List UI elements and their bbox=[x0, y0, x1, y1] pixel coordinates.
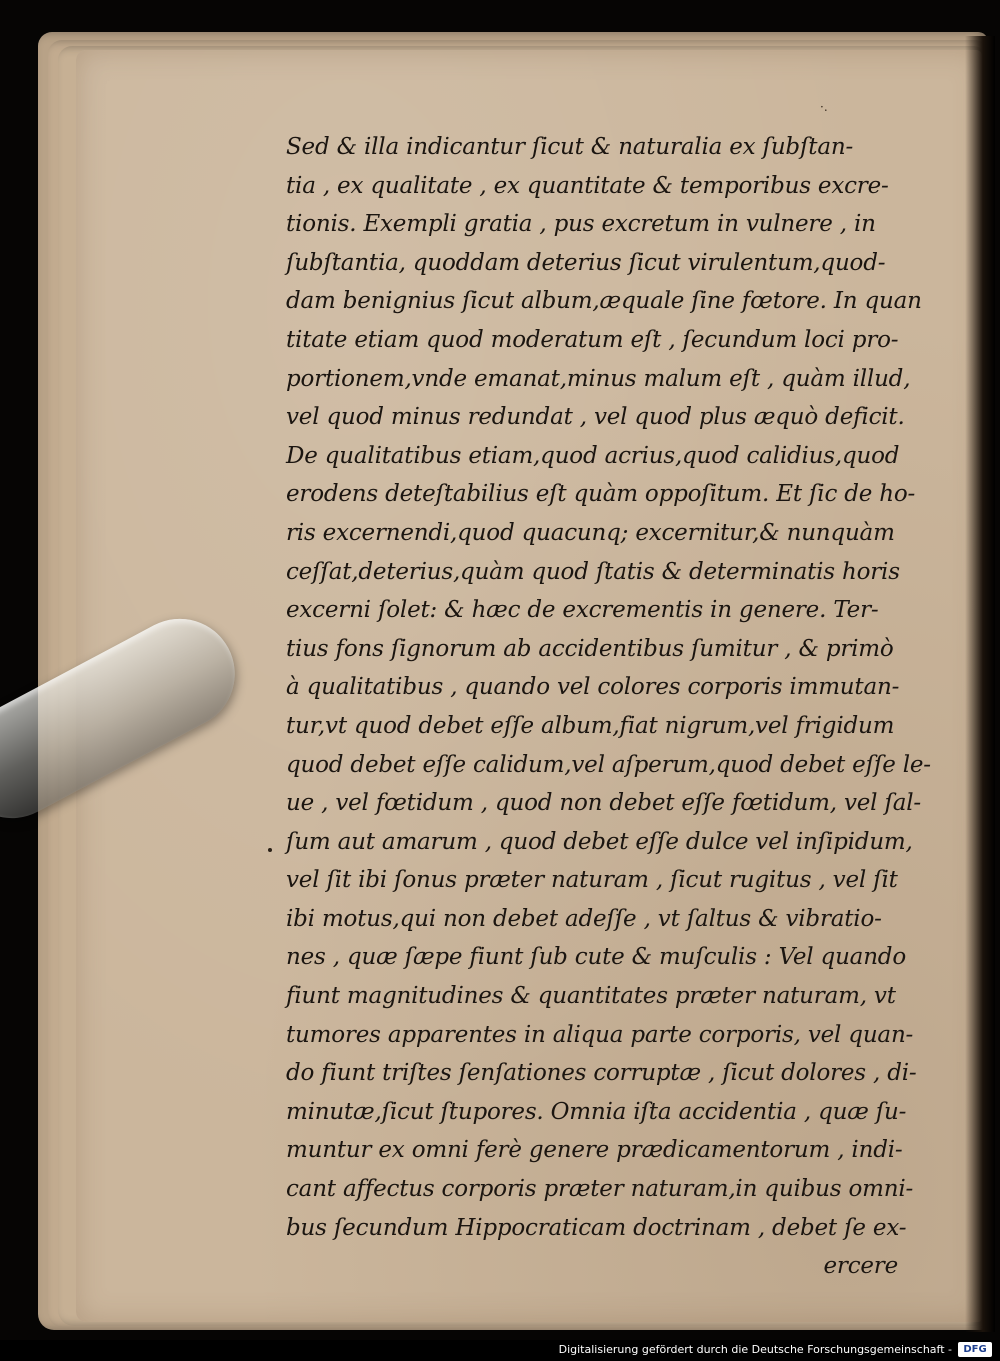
text-line: fiunt magnitudines & quantitates præter naturam, vt bbox=[286, 983, 896, 1010]
text-line: tius fons ſignorum ab accidentibus ſumitur , & primò bbox=[286, 635, 894, 662]
text-line: tia , ex qualitate , ex quantitate & temporibus excre- bbox=[286, 172, 889, 199]
text-line: cant affectus corporis præter naturam,in quibus omni- bbox=[286, 1176, 914, 1203]
text-line: tionis. Exempli gratia , pus excretum in vulnere , in bbox=[286, 211, 876, 238]
catchword: ercere bbox=[823, 1253, 898, 1280]
text-line: titate etiam quod moderatum eſt , ſecundum loci pro- bbox=[286, 326, 899, 353]
page-text bbox=[286, 128, 931, 1286]
text-line: dam benignius ſicut album,æquale ſine fœtore. In quan bbox=[286, 288, 922, 315]
margin-dot bbox=[268, 848, 272, 852]
text-line: ris excernendi,quod quacunq; excernitur,& nunquàm bbox=[286, 519, 895, 546]
text-line: Sed & illa indicantur ſicut & naturalia ex ſubſtan- bbox=[286, 134, 854, 160]
page-speck: ·. bbox=[820, 100, 828, 114]
text-line: vel quod minus redundat , vel quod plus æquò deficit. bbox=[286, 404, 905, 431]
text-line: à qualitatibus , quando vel colores corporis immutan- bbox=[286, 674, 900, 701]
text-line: erodens deteſtabilius eſt quàm oppoſitum. Et ſic de ho- bbox=[286, 481, 916, 508]
text-line: nes , quæ ſæpe fiunt ſub cute & muſculis : Vel quando bbox=[286, 944, 906, 971]
text-line: quod debet eſſe calidum,vel aſperum,quod debet eſſe le- bbox=[286, 751, 931, 778]
text-line: do fiunt triſtes ſenſationes corruptæ , ſicut dolores , di- bbox=[286, 1060, 917, 1087]
text-line: portionem,vnde emanat,minus malum eſt , quàm illud, bbox=[286, 365, 911, 392]
text-line: De qualitatibus etiam,quod acrius,quod calidius,quod bbox=[286, 442, 900, 469]
text-line: ceſſat,deterius,quàm quod ſtatis & determinatis horis bbox=[286, 558, 900, 585]
text-line: muntur ex omni ferè genere prædicamentorum , indi- bbox=[286, 1137, 903, 1164]
text-line: minutæ,ſicut ſtupores. Omnia iſta accidentia , quæ ſu- bbox=[286, 1098, 907, 1125]
text-line: tumores apparentes in aliqua parte corporis, vel quan- bbox=[286, 1021, 914, 1048]
text-line: vel ſit ibi ſonus præter naturam , ſicut rugitus , vel ſit bbox=[286, 867, 898, 894]
text-line: tur,vt quod debet eſſe album,fiat nigrum,vel frigidum bbox=[286, 712, 895, 739]
dfg-logo: DFG bbox=[958, 1342, 992, 1357]
text-line: ſum aut amarum , quod debet eſſe dulce vel inſipidum, bbox=[286, 828, 913, 855]
text-line: excerni ſolet: & hæc de excrementis in genere. Ter- bbox=[286, 597, 879, 624]
digitization-footer bbox=[0, 1340, 1000, 1361]
text-line: ibi motus,qui non debet adeſſe , vt ſaltus & vibratio- bbox=[286, 905, 882, 932]
text-line: bus ſecundum Hippocraticam doctrinam , debet ſe ex- bbox=[286, 1214, 907, 1241]
page-edge-shadow bbox=[965, 36, 995, 1332]
funding-credit: Digitalisierung gefördert durch die Deutsche Forschungsgemeinschaft - bbox=[558, 1343, 952, 1356]
text-line: ſubſtantia, quoddam deterius ſicut virulentum,quod- bbox=[286, 249, 886, 276]
text-line: ue , vel fœtidum , quod non debet eſſe fœtidum, vel ſal- bbox=[286, 790, 921, 817]
